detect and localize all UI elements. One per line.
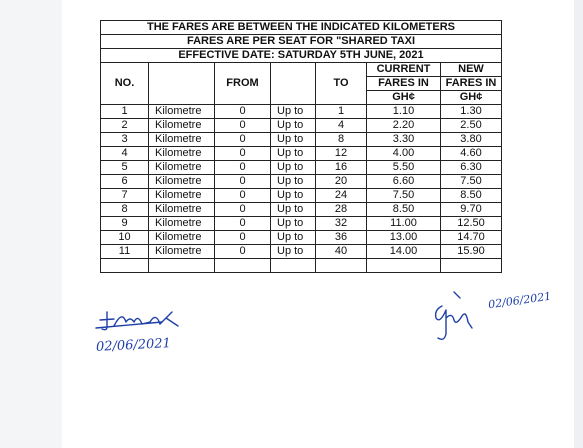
cell-from: 0 [215,119,271,133]
cell-to: 24 [316,189,367,203]
cell-no: 11 [101,245,149,259]
fare-row [101,119,502,133]
right-signature-date: 02/06/2021 [487,289,553,312]
cell-to: 4 [316,119,367,133]
cell-upto: Up to [271,217,316,231]
header-row [101,63,502,77]
title-row-1 [101,21,502,35]
cell-new-fare: 9.70 [441,203,502,217]
cell-current-fare: 4.00 [367,147,441,161]
fares-table [100,20,502,273]
empty-row [101,259,502,273]
cell-from: 0 [215,161,271,175]
fare-row [101,105,502,119]
cell-unit: Kilometre [149,231,215,245]
fare-row [101,147,502,161]
cell-no: 9 [101,217,149,231]
cell-current-fare: 3.30 [367,133,441,147]
cell-no: 7 [101,189,149,203]
cell-to: 40 [316,245,367,259]
cell-new-fare: 4.60 [441,147,502,161]
right-signature [428,288,498,346]
cell-upto: Up to [271,105,316,119]
header-upto [271,63,316,105]
cell-from: 0 [215,231,271,245]
table-title-line3: EFFECTIVE DATE: SATURDAY 5TH JUNE, 2021 [101,49,502,63]
cell-new-fare: 8.50 [441,189,502,203]
left-signature-date: 02/06/2021 [95,336,172,355]
cell-unit: Kilometre [149,245,215,259]
header-to: TO [316,63,367,105]
cell-upto: Up to [271,147,316,161]
cell-from: 0 [215,217,271,231]
cell-upto: Up to [271,231,316,245]
cell-from: 0 [215,147,271,161]
cell-to: 20 [316,175,367,189]
cell-new-fare: 6.30 [441,161,502,175]
page-edge [574,0,583,448]
cell-upto: Up to [271,245,316,259]
header-current-2: FARES IN [367,77,441,91]
cell-from: 0 [215,105,271,119]
header-current-3: GH¢ [367,91,441,105]
cell-current-fare: 11.00 [367,217,441,231]
fare-row [101,133,502,147]
cell-from: 0 [215,203,271,217]
header-current-1: CURRENT [367,63,441,77]
cell-upto: Up to [271,189,316,203]
cell-no: 6 [101,175,149,189]
cell-unit: Kilometre [149,133,215,147]
header-new-3: GH¢ [441,91,502,105]
fare-row [101,231,502,245]
title-row-2 [101,35,502,49]
cell-to: 28 [316,203,367,217]
cell-to: 32 [316,217,367,231]
header-new-1: NEW [441,63,502,77]
fare-row [101,161,502,175]
cell-unit: Kilometre [149,203,215,217]
cell-new-fare: 7.50 [441,175,502,189]
cell-unit: Kilometre [149,119,215,133]
cell-from: 0 [215,175,271,189]
table-title-line2: FARES ARE PER SEAT FOR "SHARED TAXI [101,35,502,49]
cell-to: 12 [316,147,367,161]
cell-new-fare: 2.50 [441,119,502,133]
cell-new-fare: 14.70 [441,231,502,245]
cell-no: 3 [101,133,149,147]
cell-current-fare: 7.50 [367,189,441,203]
header-unit [149,63,215,105]
fare-row [101,203,502,217]
cell-upto: Up to [271,203,316,217]
cell-upto: Up to [271,133,316,147]
cell-new-fare: 15.90 [441,245,502,259]
cell-new-fare: 12.50 [441,217,502,231]
cell-from: 0 [215,245,271,259]
cell-from: 0 [215,133,271,147]
cell-upto: Up to [271,161,316,175]
cell-no: 4 [101,147,149,161]
cell-no: 1 [101,105,149,119]
cell-unit: Kilometre [149,105,215,119]
cell-current-fare: 8.50 [367,203,441,217]
cell-current-fare: 14.00 [367,245,441,259]
cell-unit: Kilometre [149,189,215,203]
cell-current-fare: 13.00 [367,231,441,245]
cell-upto: Up to [271,175,316,189]
cell-no: 2 [101,119,149,133]
table-title-line1: THE FARES ARE BETWEEN THE INDICATED KILOMETERS [101,21,502,35]
fare-row [101,175,502,189]
cell-current-fare: 6.60 [367,175,441,189]
cell-no: 5 [101,161,149,175]
header-from: FROM [215,63,271,105]
cell-to: 1 [316,105,367,119]
cell-to: 8 [316,133,367,147]
cell-current-fare: 2.20 [367,119,441,133]
fare-row [101,189,502,203]
cell-unit: Kilometre [149,175,215,189]
cell-unit: Kilometre [149,147,215,161]
cell-current-fare: 1.10 [367,105,441,119]
cell-upto: Up to [271,119,316,133]
cell-unit: Kilometre [149,217,215,231]
cell-to: 36 [316,231,367,245]
header-no: NO. [101,63,149,105]
cell-current-fare: 5.50 [367,161,441,175]
fare-row [101,245,502,259]
fare-row [101,217,502,231]
cell-from: 0 [215,189,271,203]
cell-to: 16 [316,161,367,175]
cell-no: 8 [101,203,149,217]
cell-unit: Kilometre [149,161,215,175]
title-row-3 [101,49,502,63]
cell-new-fare: 3.80 [441,133,502,147]
cell-new-fare: 1.30 [441,105,502,119]
cell-no: 10 [101,231,149,245]
header-new-2: FARES IN [441,77,502,91]
